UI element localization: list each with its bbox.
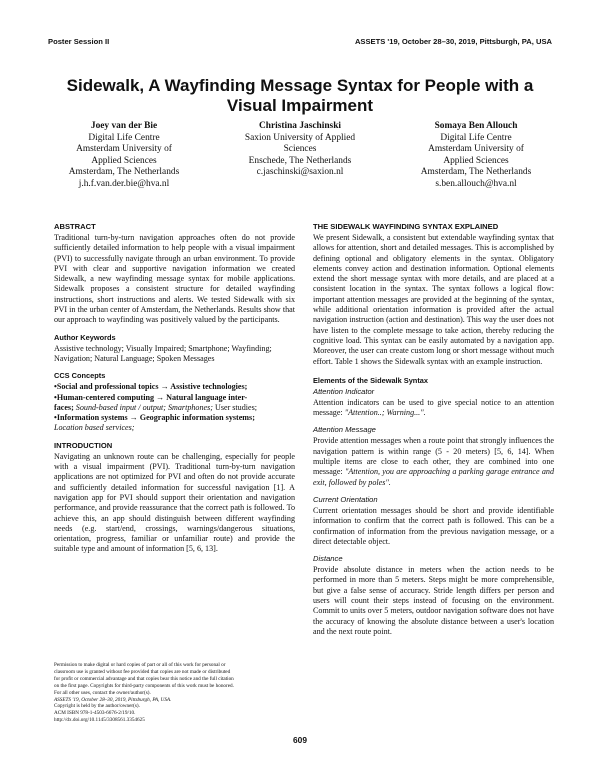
permission-line: for profit or commercial advantage and that copies bear this notice and the full citation (54, 675, 234, 682)
author-name: Christina Jaschinski (258, 121, 342, 131)
attention-indicator-text (313, 398, 554, 419)
author-email: s.ben.allouch@hva.nl (435, 178, 517, 189)
author-affiliation: Applied Sciences (443, 155, 509, 166)
attention-message-heading: Attention Message (313, 425, 376, 435)
left-column (54, 222, 295, 555)
author-2 (226, 121, 374, 179)
attention-message-quote: "Attention, you are approaching a parking garage entrance and exit, followed by poles". (313, 467, 554, 487)
author-email: c.jaschinski@saxion.nl (256, 167, 344, 178)
author-3 (402, 121, 550, 191)
right-column (313, 222, 554, 637)
ccs-concept-2-sub: Sound-based input / output; Smartphones; (73, 402, 213, 412)
syntax-text: We present Sidewalk, a consistent but extendable wayfinding syntax that allows for attention, short and detailed messages. This is accomplished by defining optional and obligatory elements in the syntax. Obligatory elements convey action and destination information. Optional elements extend the short message syntax with more details, and are placed at a consistent location in the syntax. The syntax follows a logical flow: important attention messages are provided at the beginning of the syntax, while additional orientation information is provided after the actual navigation instruction (action and destination). This way the user does not have listen to the complete message to take action, thereby reducing the cognitive load. This syntax can be easily automated by a navigation app. Moreover, the user can create custom long or short message without much effort. Table 1 shows the Sidewalk syntax with an example instruction. (313, 233, 554, 366)
permission-line: For all other uses, contact the owner/author(s). (54, 689, 151, 696)
header-session: Poster Session II (48, 37, 110, 46)
attention-message-text (313, 436, 554, 487)
ccs-concept-3-sub: Location based services; (54, 423, 135, 433)
ccs-concept-2: •Human-centered computing → Natural language inter- (54, 392, 248, 402)
author-affiliation: Applied Sciences (91, 155, 157, 166)
author-affiliation: Amsterdam University of (76, 144, 172, 155)
permission-notice (54, 662, 295, 724)
permission-conference: ASSETS '19, October 28–30, 2019, Pittsburgh, PA, USA. (54, 696, 172, 703)
current-orientation-text: Current orientation messages should be short and provide identifiable information to confirm that the correct path is followed. This can be a confirmation of information from the previous navigation message, or a direct detectable object. (313, 505, 554, 546)
author-affiliation: Amsterdam University of (428, 144, 524, 155)
ccs-concept-3: •Information systems → Geographic information systems; (54, 413, 255, 423)
attention-indicator-body: Attention indicators can be used to give special notice to an attention message: (313, 397, 554, 418)
attention-message-body: Provide attention messages when a route point that strongly influences the navigation pattern is within range (5 - 20 meters) [5, 6, 14]. When multiple items are close to each other, they are combined into one message: (313, 436, 554, 477)
header-conference: ASSETS '19, October 28–30, 2019, Pittsburgh, PA, USA (354, 37, 552, 46)
author-location: Enschede, The Netherlands (248, 155, 352, 166)
author-name: Joey van der Bie (90, 121, 158, 131)
author-affiliation: Saxion University of Applied (244, 132, 356, 143)
author-block (48, 121, 552, 201)
abstract-heading: ABSTRACT (54, 222, 96, 231)
introduction-heading: INTRODUCTION (54, 440, 113, 450)
author-affiliation: Digital Life Centre (88, 132, 160, 143)
permission-isbn: ACM ISBN 978-1-4503-6676-2/19/10. (54, 710, 136, 717)
attention-indicator-quote: "Attention..; Warning...". (344, 408, 426, 418)
author-1 (50, 121, 198, 191)
author-affiliation: Sciences (283, 144, 317, 155)
paper-title-line-2: Visual Impairment (226, 96, 374, 115)
introduction-text: Navigating an unknown route can be challenging, especially for people with a visual impairment (PVI). Traditional turn-by-turn navigation applications are not optimized for PVI and often do not provide accurate and sufficiently detailed information for successful navigation [1]. A navigation app for PVI should support their orientation and navigation performance, and provide reassurance that the correct path is followed. To achieve this, an app should distinguish between different wayfinding needs (e.g. start/end, crossings, warnings/dangerous situations, orientation, progress, familiar or unfamiliar route) and provide the suitable type and amount of information [5, 6, 13]. (54, 451, 295, 554)
author-location: Amsterdam, The Netherlands (420, 167, 532, 178)
author-email: j.h.f.van.der.bie@hva.nl (78, 178, 170, 189)
attention-indicator-heading: Attention Indicator (313, 386, 375, 396)
author-name: Somaya Ben Allouch (434, 121, 518, 131)
paper-title-line-1: Sidewalk, A Wayfinding Message Syntax for People with a (66, 76, 534, 95)
ccs-heading: CCS Concepts (54, 371, 106, 381)
permission-line: classroom use is granted without fee provided that copies are not made or distributed (54, 668, 231, 675)
author-affiliation: Digital Life Centre (440, 132, 512, 143)
paper-title (40, 76, 560, 116)
keywords-heading: Author Keywords (54, 332, 116, 342)
ccs-concept-2-end: faces; (54, 402, 74, 412)
distance-text: Provide absolute distance in meters when the action needs to be performed in more than 5 meters. Steps might be more comprehensible, but give a false sense of accuracy. Stride length differs per person and users will count their steps instead of focusing on the environment. Commit to units over 5 meters, outdoor navigation software does not have the accuracy of knowing the absolute distance between a user's location and the next route point. (313, 565, 554, 636)
ccs-concepts (54, 382, 295, 433)
page-number: 609 (293, 735, 307, 745)
running-header (48, 37, 552, 49)
ccs-concept-1: •Social and professional topics → Assistive technologies; (54, 382, 248, 392)
author-location: Amsterdam, The Netherlands (68, 167, 180, 178)
syntax-heading: THE SIDEWALK WAYFINDING SYNTAX EXPLAINED (313, 222, 499, 231)
distance-heading: Distance (313, 554, 343, 564)
abstract-text: Traditional turn-by-turn navigation approaches often do not provide sufficiently detailed information to help people with a visual impairment (PVI) to successfully navigate through an urban environment. To provide PVI with clear and supportive navigation information we created Sidewalk, a new wayfinding message syntax for mobile applications. Sidewalk proposes a consistent structure for detailed wayfinding instructions, short instructions and alerts. We tested Sidewalk with six PVI in the urban center of Amsterdam, the Netherlands. Results show that our approach to wayfinding was positively valued by the participants. (54, 233, 295, 325)
keywords-text: Assistive technology; Visually Impaired; Smartphone; Wayfinding; Navigation; Natural Language; Spoken Messages (54, 343, 272, 363)
current-orientation-heading: Current Orientation (313, 494, 378, 504)
elements-heading: Elements of the Sidewalk Syntax (313, 375, 429, 385)
permission-line: on the first page. Copyrights for third-party components of this work must be honored. (54, 682, 234, 689)
permission-copyright: Copyright is held by the author/owner(s). (54, 703, 140, 710)
permission-line: Permission to make digital or hard copies of part or all of this work for personal or (54, 662, 226, 668)
ccs-concept-2-tail: User studies; (212, 402, 258, 412)
permission-doi: http://dx.doi.org/10.1145/3308561.3354625 (54, 717, 145, 724)
